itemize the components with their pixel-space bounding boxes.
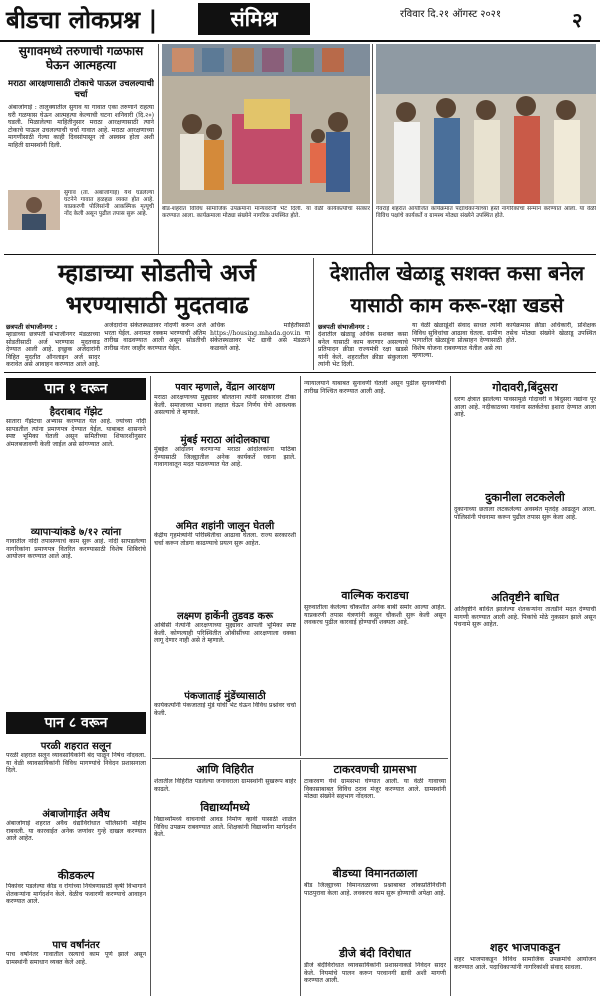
- col1-heading2: व्यापाऱ्यांकडे ७/१२ त्यांना: [30, 527, 122, 538]
- story1-subhead: मराठा आरक्षणासाठी टोकाचे पाऊल उचलल्याची चर्चा: [8, 79, 154, 100]
- story5-body1: देशातील खेळाडू अधिक सशक्त कसा बनेल यासाठी काम करणार असल्याचे प्रतिपादन क्रीडा राज्यमंत्री रक्षा खडसे यांनी केले. शहरातील क्रीडा संकुलाला त्यांनी भेट दिली.: [318, 331, 408, 369]
- col2-text6: शेतातील विहिरीत पडलेल्या जनावराला ग्रामस्थांनी सुखरूप बाहेर काढले.: [154, 778, 296, 793]
- column-rule: [158, 44, 159, 254]
- col3-text2: टाकरवण येथे ग्रामसभा घेण्यात आली. या वेळी गावाच्या विकासाबाबत विविध ठराव मंजूर करण्यात आले. ग्रामस्थांनी मोठ्या संख्येने सहभाग नोंदवला.: [304, 778, 446, 801]
- col1-text5: पिकांवर पडलेल्या कीड व रोगांच्या नियंत्रणासाठी कृषी विभागाने शेतकऱ्यांना मार्गदर्शन केले. वेळीच फवारणी करण्याचे आवाहन करण्यात आले.: [6, 883, 146, 906]
- col3-text4: डीजे बंदीविरोधात व्यावसायिकांनी प्रशासनाकडे निवेदन सादर केले. नियमांचे पालन करून परवानगी द्यावी अशी मागणी करण्यात आली.: [304, 962, 446, 985]
- section-title: संमिश्र: [198, 3, 310, 35]
- continued-from-page8-band: पान ८ वरून: [6, 712, 146, 734]
- col2-text7: विद्यार्थ्यांमध्ये वाचनाची आवड निर्माण व्हावी यासाठी शाळेत विविध उपक्रम राबवण्यात आले. शिक्षकांनी विद्यार्थ्यांना मार्गदर्शन केले.: [154, 816, 296, 839]
- photo2-caption: बीड-शहरात विविध सामाजिक उपक्रमांना मान्यवरांनी भेट दिली. या वेळी कार्यकर्त्यांचा सत्कार करण्यात आला. कार्यक्रमाला मोठ्या संख्येने नागरिक उपस्थित होते.: [162, 206, 370, 219]
- col2-heading3: अमित शहांनी जालून घेतली: [175, 521, 275, 532]
- col2-heading7: विद्यार्थ्यांमध्ये: [200, 801, 250, 814]
- col4-heading2: दुकानीला लटकलेली: [485, 491, 565, 504]
- col2-text1: मराठा आरक्षणाच्या मुद्द्यावर बोलताना त्यांनी सरकारवर टीका केली. समाजाच्या भावना लक्षात घेऊन निर्णय घेणे आवश्यक असल्याचे ते म्हणाले.: [154, 394, 296, 417]
- col2-text2: मुंबईत आंदोलन करणाऱ्या मराठा आंदोलकांना पाठिंबा देण्यासाठी जिल्ह्यातील अनेक कार्यकर्ते रवाना झाले. गावागावातून मदत पाठवण्यात येत आहे.: [154, 446, 296, 469]
- column-rule: [313, 258, 314, 370]
- col1-heading1: हैदराबाद गॅझेट: [49, 407, 103, 418]
- story1-headline: सुगावमध्ये तरुणाची गळफास घेऊन आत्महत्या: [18, 45, 144, 72]
- column-rule: [372, 44, 373, 254]
- col1-text2: गावातील नोंदी तपासण्याचे काम सुरू आहे. नोंदी सापडलेल्या नागरिकांना प्रमाणपत्र वितरित करण्यासाठी विशेष शिबिरांचे आयोजन करण्यात आले आहे.: [6, 538, 146, 561]
- col4-heading4: शहर भाजपाकडून: [490, 941, 560, 954]
- col4-heading3: अतिवृष्टीने बाधित: [491, 591, 559, 604]
- col4-text4: शहर भाजपाकडून विविध सामाजिक उपक्रमांचे आयोजन करण्यात आले. पदाधिकाऱ्यांनी नागरिकांशी संवाद साधला.: [454, 956, 596, 971]
- continued-from-page1-band: पान १ वरून: [6, 378, 146, 400]
- col1-heading6: पाच वर्षांनंतर: [52, 940, 100, 951]
- col1-text6: पाच वर्षांनंतर गावातील रस्त्याचे काम पूर्ण झाले असून ग्रामस्थांनी समाधान व्यक्त केले आहे.: [6, 951, 146, 966]
- col4-text2: दुकानाच्या छताला लटकलेल्या अवस्थेत मृतदेह आढळून आला. पोलिसांनी पंचनामा करून पुढील तपास सुरू केला आहे.: [454, 506, 596, 521]
- section-divider: [152, 758, 448, 759]
- page-number: २: [572, 8, 583, 32]
- column-rule: [300, 760, 301, 996]
- col3-heading2: टाकरवणची ग्रामसभा: [333, 763, 417, 776]
- col1-text3: परळी शहरात सलून व्यावसायिकांनी बंद पाळून निषेध नोंदवला. या वेळी व्यावसायिकांनी विविध मागण्यांचे निवेदन प्रशासनाला दिले.: [6, 752, 146, 775]
- col2-heading2: मुंबई मराठा आंदोलकाचा: [180, 435, 270, 446]
- story4-headline-line2: भरण्यासाठी मुदतवाढ: [65, 291, 249, 319]
- story4-body2: अर्जदारांना संकेतस्थळावर नोंदणी करून अर्ज भरता येईल. अनामत रक्कम भरण्याची अंतिम तारीख वाढवण्यात आली असून सोडतीची तारीख नंतर जाहीर करण्यात येईल.: [104, 322, 206, 352]
- col3-text0: न्यायालयाने याबाबत सुनावणी घेतली असून पुढील सुनावणीची तारीख निश्चित करण्यात आली आहे.: [304, 380, 446, 395]
- column-rule: [450, 376, 451, 996]
- issue-date: रविवार दि.२१ ऑगस्ट २०२१: [400, 9, 502, 20]
- story4-body3: अधिक माहितीसाठी https://housing.mhada.gov.in या संकेतस्थळावर भेट द्यावी असे मंडळाने कळवले आहे.: [210, 322, 310, 352]
- story1-body: अंबाजोगाई : तालुक्यातील सुगाव या गावात एका तरुणाने राहत्या घरी गळफास घेऊन आत्महत्या केल्याची घटना शनिवारी (दि.२०) घडली. मिळालेल्या माहितीनुसार मराठा आरक्षणासाठी त्याने टोकाचे पाऊल उचलल्याची चर्चा गावात आहे. मराठा आरक्षणाच्या मागणीसाठी गेल्या काही दिवसांपासून तो अस्वस्थ होता अशी माहिती ग्रामस्थांनी दिली.: [8, 104, 154, 149]
- col2-heading4: लक्ष्मण हाकेंनी तुडवड करू: [176, 611, 273, 622]
- story4-body1: म्हाडाच्या छत्रपती संभाजीनगर मंडळाच्या सोडतीसाठी अर्ज भरण्यास मुदतवाढ देण्यात आली आहे. इच्छुक अर्जदारांनी विहित मुदतीत ऑनलाइन अर्ज सादर करावेत असे आवाहन करण्यात आले आहे.: [6, 331, 100, 369]
- col4-text3: अतिवृष्टीने बाधित झालेल्या शेतकऱ्यांना तातडीने मदत देण्याची मागणी करण्यात आली आहे. पिकांचे मोठे नुकसान झाले असून पंचनामे सुरू आहेत.: [454, 606, 596, 629]
- col2-heading5: पंकजाताई मुंडेंच्यासाठी: [184, 691, 266, 702]
- col2-heading6: आणि विहिरीत: [196, 763, 254, 776]
- col1-text1: सातारा गॅझेटचा अभ्यास करण्यात येत आहे. ज्यांच्या नोंदी सापडतील त्यांना प्रमाणपत्र देण्यात येईल. याबाबत शासनाने स्पष्ट भूमिका घेतली असून समितीच्या शिफारशीनुसार अंमलबजावणी केली जाईल असे सांगण्यात आले.: [6, 418, 146, 448]
- story1-photo: [8, 190, 60, 230]
- event-photo-2: [162, 44, 370, 204]
- story5-headline-line1: देशातील खेळाडू सशक्त कसा बनेल: [329, 261, 585, 285]
- section-divider: [4, 254, 596, 255]
- newspaper-title: बीडचा लोकप्रश्न |: [6, 6, 158, 34]
- col4-heading1: गोदावरी,बिंदुसरा: [492, 381, 558, 394]
- photo3-caption: गेवराई शहरात आयोजित कार्यक्रमात पदाधिकाऱ्यांच्या हस्ते नागरिकांचा सन्मान करण्यात आला. या वेळी विविध पक्षांचे कार्यकर्ते व ग्रामस्थ मोठ्या संख्येने उपस्थित होते.: [376, 206, 596, 219]
- story5-dateline: छत्रपती संभाजीनगर :: [318, 323, 370, 331]
- column-rule: [300, 376, 301, 756]
- col3-text1: सुरुवातीला केलेल्या चौकशीत अनेक बाबी समोर आल्या आहेत. याप्रकरणी तपास यंत्रणांनी कसून चौकशी सुरू केली असून लवकरच पुढील कारवाई होण्याची शक्यता आहे.: [304, 604, 446, 627]
- col1-heading5: कीडकल्प: [57, 869, 95, 882]
- story4-headline-line1: म्हाडाच्या सोडतीचे अर्ज: [57, 259, 257, 287]
- column-rule: [150, 376, 151, 996]
- col1-heading4: अंबाजोगाईत अवैध: [42, 809, 110, 820]
- story1-caption: सुगाव (ता. अंबाजोगाई) येथे घडलेल्या घटनेने गावात हळहळ व्यक्त होत आहे. याप्रकरणी पोलिसांनी आकस्मिक मृत्यूची नोंद केली असून पुढील तपास सुरू आहे.: [64, 190, 154, 217]
- col3-heading4: डीजे बंदी विरोधात: [339, 947, 411, 960]
- story5-body3: कार्यक्रमास क्रीडा अधिकारी, प्रशिक्षक तसेच मोठ्या संख्येने खेळाडू उपस्थित होते.: [506, 322, 596, 345]
- col3-heading1: वाल्मिक कराडचा: [341, 589, 409, 602]
- col2-text5: कार्यकर्त्यांनी पंकजाताई मुंडे यांची भेट घेऊन विविध प्रश्नांवर चर्चा केली.: [154, 702, 296, 717]
- col2-text4: ओबीसी नेत्यांनी आरक्षणाच्या मुद्द्यावर आपली भूमिका स्पष्ट केली. कोणत्याही परिस्थितीत ओबीसींच्या आरक्षणाला धक्का लागू देणार नाही असे ते म्हणाले.: [154, 622, 296, 645]
- section-divider: [4, 372, 596, 373]
- col3-text3: बीड जिल्ह्याच्या विमानतळाच्या प्रश्नाबाबत लोकप्रतिनिधींनी पाठपुरावा केला आहे. लवकरच काम सुरू होण्याची अपेक्षा आहे.: [304, 882, 446, 897]
- col1-text4: अंबाजोगाई शहरात अवैध धंद्यांविरोधात पोलिसांनी मोहीम राबवली. या कारवाईत अनेक जणांवर गुन्हे दाखल करण्यात आले आहेत.: [6, 820, 146, 843]
- story5-body2: या वेळी खेळाडूंशी संवाद साधत त्यांनी विविध सुविधांचा आढावा घेतला. ग्रामीण भागातील खेळाडूंना प्रोत्साहन देण्यासाठी विशेष योजना राबवण्यात येतील असे त्या म्हणाल्या.: [412, 322, 502, 360]
- col3-heading3: बीडच्या विमानतळाला: [332, 867, 418, 880]
- col2-heading1: पवार म्हणाले, वेंद्रान आरक्षण: [175, 382, 275, 393]
- col1-heading3: परळी शहरात सलून: [40, 741, 112, 752]
- story5-headline-line2: यासाठी काम करू-रक्षा खडसे: [350, 293, 564, 317]
- col2-text3: केंद्रीय गृहमंत्र्यांनी परिस्थितीचा आढावा घेतला. राज्य सरकारशी चर्चा करून तोडगा काढण्याचे प्रयत्न सुरू आहेत.: [154, 532, 296, 547]
- col4-text1: धरण क्षेत्रात झालेल्या पावसामुळे गोदावरी व बिंदुसरा नद्यांना पूर आला आहे. नदीकाठच्या गावांना सतर्कतेचा इशारा देण्यात आला आहे.: [454, 396, 596, 419]
- story4-dateline: छत्रपती संभाजीनगर :: [6, 323, 58, 331]
- event-photo-3: [376, 44, 596, 204]
